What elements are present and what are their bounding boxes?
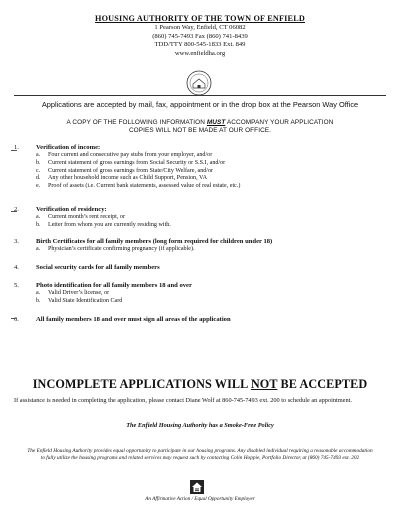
subitem-letter: a. — [36, 290, 41, 297]
copy-notice-line2: COPIES WILL NOT BE MADE AT OUR OFFICE. — [128, 127, 272, 135]
subitem-letter: b. — [36, 160, 41, 166]
margin-tick-mark — [11, 150, 17, 151]
subitem-letter: e. — [36, 182, 41, 189]
margin-tick-mark — [11, 211, 17, 212]
incomplete-after: BE ACCEPTED — [277, 377, 368, 391]
requirement-subitem — [36, 222, 171, 228]
affirmative-action-statement: An Affirmative Action / Equal Opportunity Employer — [145, 496, 255, 502]
requirement-number: 3. — [14, 238, 19, 245]
subitem-text: Physician’s certificate confirming pregnancy (if applicable). — [48, 246, 195, 253]
requirement-number: 2. — [14, 206, 19, 213]
assistance-text: If assistance is needed in completing the application, please contact Diane Wolf at 860-745-7493 ext. 200 to schedule an appointment. — [14, 397, 352, 404]
requirement-subitem — [36, 214, 125, 220]
requirement-subitem — [36, 298, 122, 304]
subitem-letter: d. — [36, 175, 41, 182]
subitem-letter: c. — [36, 167, 41, 174]
requirement-number: 6. — [14, 316, 19, 323]
subitem-letter: b. — [36, 298, 41, 304]
subitem-letter: a. — [36, 152, 41, 159]
subitem-text: Proof of assets (i.e. Current bank statements, assessed value of real estate, etc.) — [48, 182, 241, 189]
header-divider — [14, 95, 386, 96]
requirement-title: Photo identification for all family members 18 and over — [36, 282, 192, 289]
phone-fax: (860) 745-7493 Fax (860) 741-8439 — [152, 32, 248, 40]
subitem-letter: b. — [36, 222, 41, 228]
organization-name: HOUSING AUTHORITY OF THE TOWN OF ENFIELD — [95, 14, 305, 23]
requirement-title: Social security cards for all family members — [36, 264, 160, 271]
incomplete-before: INCOMPLETE APPLICATIONS WILL — [32, 377, 251, 391]
incomplete-warning — [0, 377, 400, 392]
subitem-letter: a. — [36, 246, 41, 253]
acceptance-notice: Applications are accepted by mail, fax, appointment or in the drop box at the Pearson Way Office — [41, 100, 359, 109]
smoke-free-policy: The Enfield Housing Authority has a Smoke-Free Policy — [126, 422, 274, 429]
copy-requirement-notice — [40, 119, 360, 136]
incomplete-emphasis: NOT — [250, 377, 278, 391]
copy-notice-emphasis: MUST — [206, 119, 226, 126]
letterhead — [0, 14, 400, 58]
subitem-text: Current statement of gross earnings from Social Security or S.S.I, and/or — [48, 160, 226, 166]
requirement-subitem — [36, 175, 207, 181]
subitem-text: Current month’s rent receipt, or — [48, 214, 125, 221]
subitem-text: Valid Driver’s license, or — [48, 290, 110, 297]
housing-authority-seal-icon — [186, 70, 212, 96]
requirement-number: 5. — [14, 282, 19, 289]
equal-opportunity-statement: The Enfield Housing Authority provides equal opportunity to participate in our housing programs. Any disabled individual requiring a reasonable accommodation to fully utilize the housing programs and related services may request such by contacting Colin Hoppie, Portfolio Director, at (860) 745-7493 ext. 202 — [27, 448, 373, 461]
address: 1 Pearson Way, Enfield, CT 06082 — [154, 24, 246, 31]
requirement-title: Verification of residency: — [36, 206, 107, 213]
requirement-subitem — [36, 183, 240, 189]
requirement-title: Birth Certificates for all family members (long form required for children under 18) — [36, 238, 273, 245]
requirement-title: All family members 18 and over must sign all areas of the application — [36, 316, 231, 323]
requirement-number: 4. — [14, 264, 19, 271]
website-link[interactable]: www.enfieldha.org — [174, 49, 226, 57]
subitem-text: Any other household income such as Child Support, Pension, VA — [48, 175, 208, 182]
margin-tick-mark — [11, 318, 17, 319]
subitem-text: Four current and consecutive pay stubs from your employer, and/or — [48, 152, 213, 159]
requirement-subitem — [36, 290, 109, 296]
equal-housing-opportunity-icon — [190, 480, 204, 494]
subitem-letter: a. — [36, 214, 41, 221]
requirement-title: Verification of income: — [36, 144, 101, 151]
requirement-number: 1. — [14, 144, 19, 151]
copy-notice-after: ACCOMPANY YOUR APPLICATION — [225, 119, 334, 126]
subitem-text: Valid State Identification Card — [48, 298, 123, 304]
requirement-subitem — [36, 246, 195, 252]
requirement-subitem — [36, 152, 212, 158]
requirement-subitem — [36, 168, 213, 174]
requirement-subitem — [36, 160, 225, 166]
subitem-text: Letter from whom you are currently residing with. — [48, 222, 171, 228]
copy-notice-before: A COPY OF THE FOLLOWING INFORMATION — [66, 119, 207, 126]
subitem-text: Current statement of gross earnings from State/City Welfare, and/or — [48, 167, 214, 174]
tdd-line: TDD/TTY 800-545-1833 Ext. 849 — [154, 41, 246, 49]
